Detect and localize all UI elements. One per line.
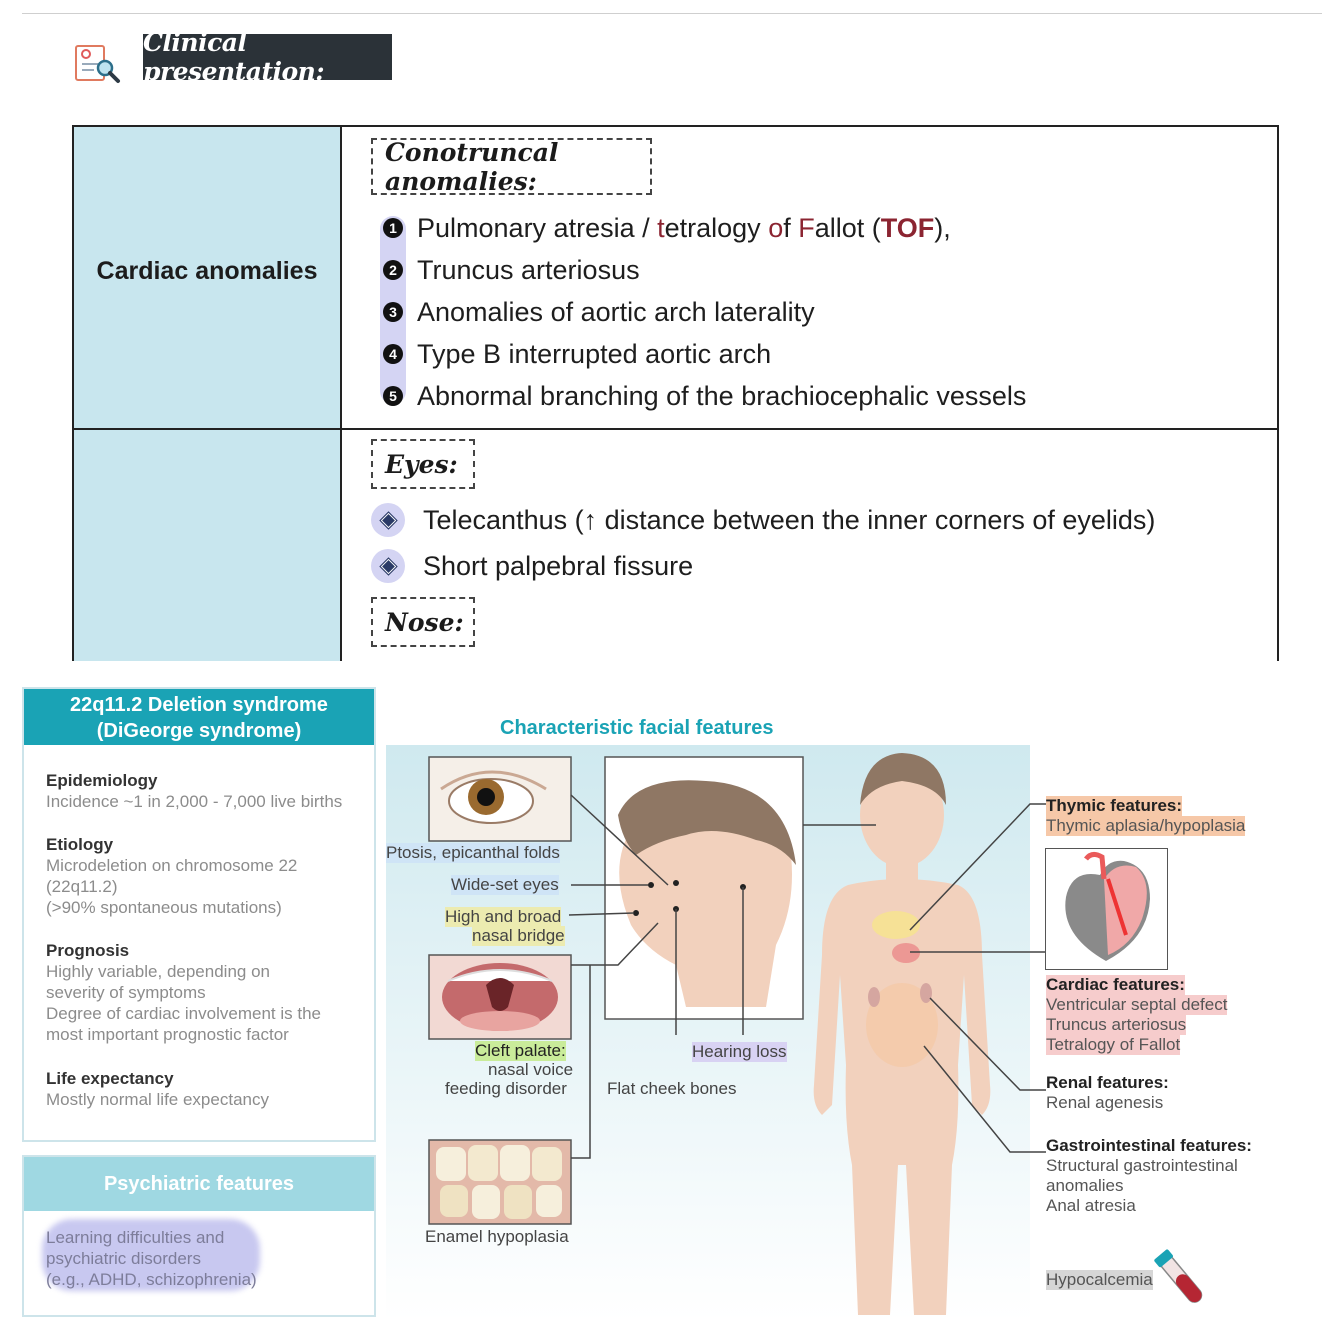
card-section bbox=[46, 835, 297, 918]
hearing-loss-label: Hearing loss bbox=[692, 1042, 787, 1061]
psychiatric-text: Learning difficulties and psychiatric disorders (e.g., ADHD, schizophrenia) bbox=[46, 1228, 257, 1289]
diamond-bullet-icon bbox=[371, 503, 405, 537]
figure-title: Characteristic facial features bbox=[500, 717, 774, 739]
renal-text: Renal agenesis bbox=[1046, 1093, 1164, 1112]
wide-set-eyes-label: Wide-set eyes bbox=[451, 875, 559, 894]
ptosis-label: Ptosis, epicanthal folds bbox=[386, 843, 560, 862]
list-item bbox=[371, 549, 693, 583]
flat-cheek-bones-label: Flat cheek bones bbox=[607, 1079, 737, 1098]
section-title: Clinical presentation: bbox=[143, 34, 392, 80]
thymic-title: Thymic features: bbox=[1046, 796, 1183, 815]
cardiac-features: Cardiac features: Ventricular septal defect Truncus arteriosus Tetralogy of Fallot bbox=[1046, 975, 1228, 1054]
list-item bbox=[383, 249, 1026, 291]
enamel-hypoplasia-label: Enamel hypoplasia bbox=[425, 1227, 569, 1246]
conotruncal-list bbox=[383, 207, 1026, 417]
right-connectors bbox=[880, 790, 1050, 1170]
nasal-bridge-label-1: High and broad bbox=[445, 907, 562, 926]
section-heading: Life expectancy bbox=[46, 1069, 174, 1088]
list-item bbox=[383, 207, 1026, 249]
section-text: Mostly normal life expectancy bbox=[46, 1090, 269, 1109]
cardiac-title: Cardiac features: bbox=[1046, 975, 1185, 994]
list-item bbox=[371, 503, 1155, 537]
section-heading: Epidemiology bbox=[46, 771, 158, 790]
eyes-heading: Eyes: bbox=[371, 439, 475, 489]
thymic-text: Thymic aplasia/hypoplasia bbox=[1046, 816, 1246, 835]
gi-title: Gastrointestinal features: bbox=[1046, 1136, 1252, 1155]
cleft-palate-label: Cleft palate: bbox=[475, 1041, 566, 1060]
section-text: Microdeletion on chromosome 22 bbox=[46, 856, 298, 875]
list-item-text: Truncus arteriosus bbox=[417, 254, 640, 285]
psychiatric-header: Psychiatric features bbox=[24, 1157, 374, 1211]
nose-heading: Nose: bbox=[371, 597, 475, 647]
renal-title: Renal features: bbox=[1046, 1073, 1169, 1092]
digeorge-card bbox=[22, 687, 376, 1142]
section-text: (22q11.2) bbox=[46, 877, 118, 896]
card-section bbox=[46, 941, 321, 1045]
psychiatric-card bbox=[22, 1155, 376, 1317]
card-header bbox=[24, 689, 374, 745]
card-section bbox=[46, 771, 342, 812]
list-item-text: Short palpebral fissure bbox=[423, 550, 694, 581]
list-item bbox=[383, 375, 1026, 417]
number-badge: 1 bbox=[383, 218, 403, 238]
list-item-text: Abnormal branching of the brachiocephalic vessels bbox=[417, 380, 1027, 411]
renal-features bbox=[1046, 1073, 1169, 1113]
nasal-bridge-label-2: nasal bridge bbox=[472, 926, 565, 945]
conotruncal-heading: Conotruncal anomalies: bbox=[371, 138, 652, 195]
heart-illustration bbox=[1045, 848, 1168, 970]
list-item-text: Anomalies of aortic arch laterality bbox=[417, 296, 815, 327]
card-title-line1: 22q11.2 Deletion syndrome bbox=[70, 694, 328, 716]
thymic-features bbox=[1046, 796, 1245, 836]
card-title-line2: (DiGeorge syndrome) bbox=[96, 720, 302, 742]
number-badge: 4 bbox=[383, 344, 403, 364]
hypocalcemia-label: Hypocalcemia bbox=[1046, 1270, 1153, 1289]
gi-features: Gastrointestinal features: Structural gastrointestinal anomalies Anal atresia bbox=[1046, 1136, 1252, 1215]
section-text: Degree of cardiac involvement is the bbox=[46, 1004, 321, 1023]
diamond-bullet-icon bbox=[371, 549, 405, 583]
cardiac-anomalies-label: Cardiac anomalies bbox=[96, 257, 318, 285]
test-tube-icon bbox=[1150, 1245, 1214, 1309]
list-item bbox=[383, 333, 1026, 375]
section-text: Highly variable, depending on bbox=[46, 962, 270, 981]
clinical-table bbox=[72, 125, 1279, 661]
section-text: (>90% spontaneous mutations) bbox=[46, 898, 282, 917]
top-divider bbox=[22, 13, 1322, 14]
number-badge: 3 bbox=[383, 302, 403, 322]
list-item bbox=[383, 291, 1026, 333]
table-left-column bbox=[74, 127, 342, 661]
list-item-text: Telecanthus (↑ distance between the inner corners of eyelids) bbox=[423, 504, 1156, 535]
row-divider bbox=[74, 428, 1279, 430]
list-item-text: Pulmonary atresia / tetralogy of Fallot (TOF), bbox=[417, 212, 951, 243]
list-item-text: Type B interrupted aortic arch bbox=[417, 338, 772, 369]
number-badge: 5 bbox=[383, 386, 403, 406]
section-text: severity of symptoms bbox=[46, 983, 206, 1002]
section-text: most important prognostic factor bbox=[46, 1025, 289, 1044]
feeding-disorder-label: feeding disorder bbox=[445, 1079, 567, 1098]
card-section bbox=[46, 1069, 269, 1110]
clipboard-search-icon bbox=[72, 40, 122, 84]
section-text: Incidence ~1 in 2,000 - 7,000 live births bbox=[46, 792, 343, 811]
section-heading: Etiology bbox=[46, 835, 114, 854]
number-badge: 2 bbox=[383, 260, 403, 280]
nasal-voice-label: nasal voice bbox=[488, 1060, 574, 1079]
section-heading: Prognosis bbox=[46, 941, 130, 960]
